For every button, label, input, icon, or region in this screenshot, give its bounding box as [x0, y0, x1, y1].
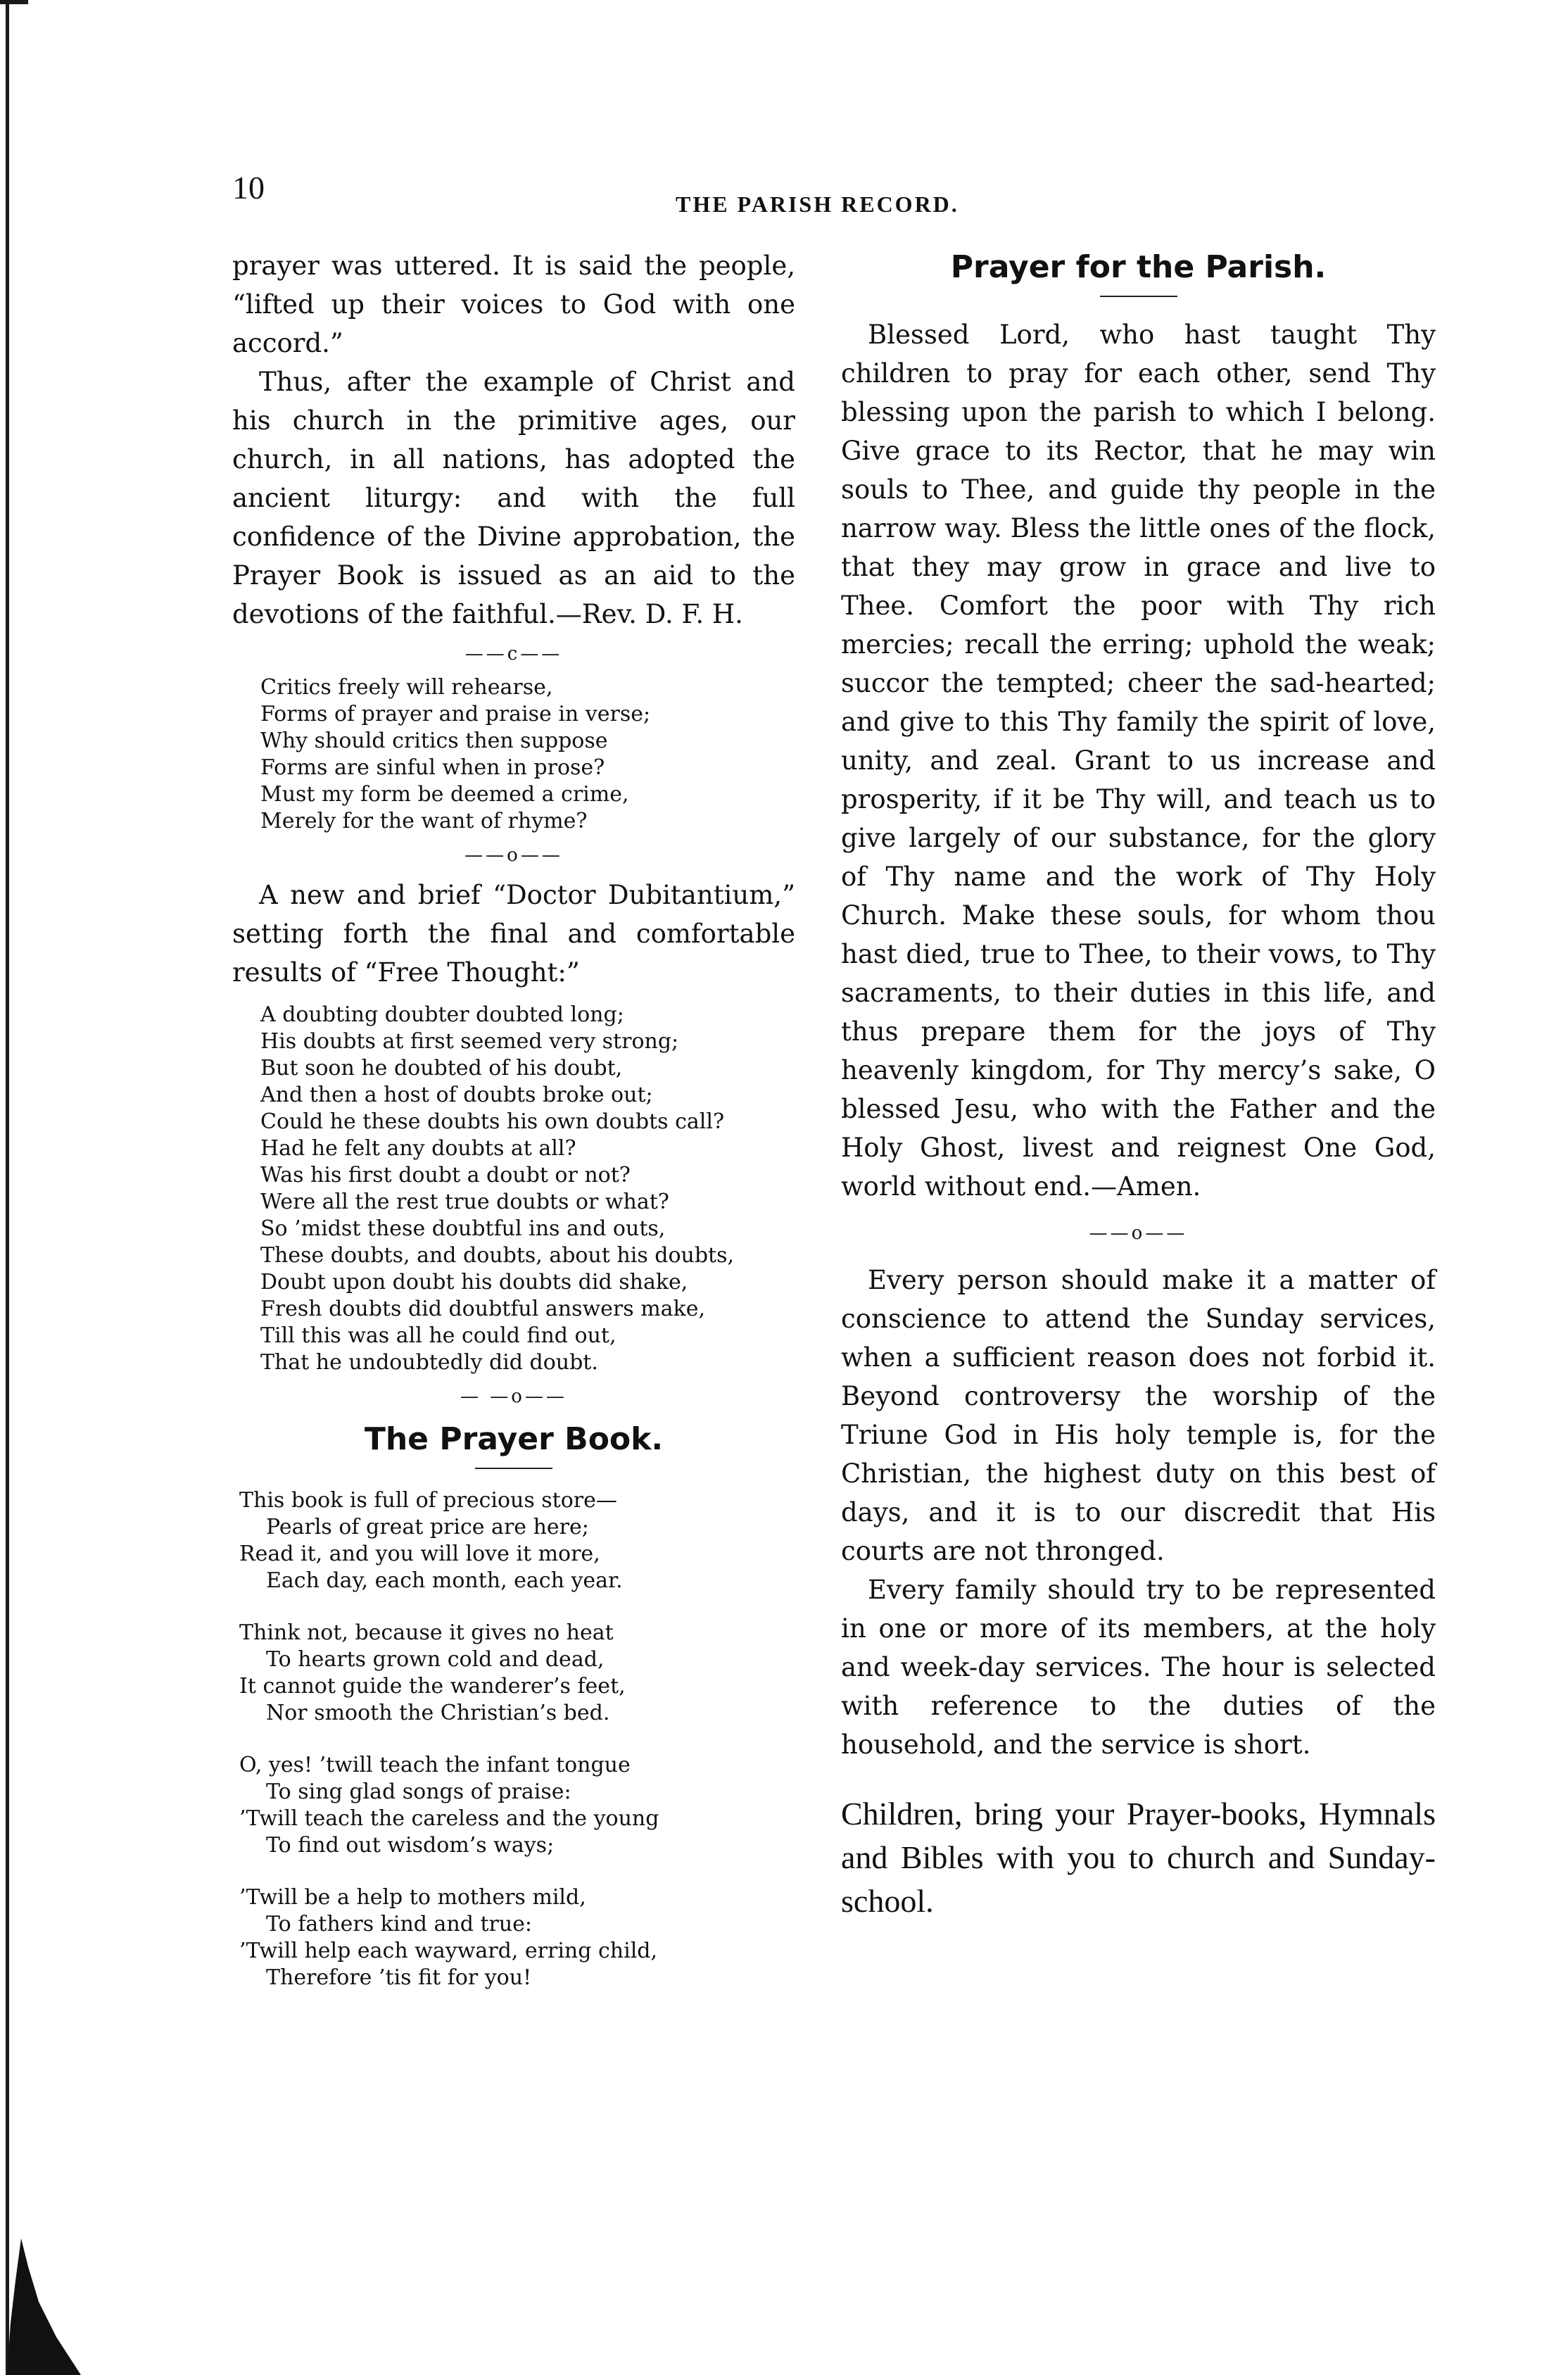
verse-line: Could he these doubts his own doubts call?: [260, 1109, 725, 1134]
verse-line: To hearts grown cold and dead,: [266, 1647, 605, 1672]
verse-line: Was his first doubt a doubt or not?: [260, 1163, 631, 1188]
verse-line: Pearls of great price are here;: [266, 1515, 589, 1539]
verse-line: Read it, and you will love it more,: [239, 1542, 600, 1566]
verse-line: ’Twill be a help to mothers mild,: [239, 1885, 586, 1910]
prayer-book-poem: [232, 1487, 795, 1991]
poem-stanza: [239, 1487, 795, 1594]
attendance-paragraph-1: Every person should make it a matter of conscience to attend the Sunday services, when a sufficient reason does not forbid it. Beyond controversy the worship of the Triune God in His holy temple is, for the Christian, the highest duty on this best of days, and it is to our discredit that His courts are not thronged.: [841, 1265, 1436, 1566]
verse-line: But soon he doubted of his doubt,: [260, 1056, 623, 1081]
verse-line: Must my form be deemed a crime,: [260, 782, 629, 807]
verse-line: It cannot guide the wanderer’s feet,: [239, 1674, 626, 1699]
poem-stanza: [239, 1620, 795, 1727]
verse-line: O, yes! ’twill teach the infant tongue: [239, 1753, 631, 1777]
verse-line: ’Twill teach the careless and the young: [239, 1806, 659, 1831]
verse-line: To fathers kind and true:: [266, 1912, 533, 1936]
verse-line: Why should critics then suppose: [260, 729, 608, 753]
verse-line: His doubts at first seemed very strong;: [260, 1029, 679, 1054]
verse-line: Fresh doubts did doubtful answers make,: [260, 1297, 705, 1321]
intro-paragraph-2: Thus, after the example of Christ and his church in the primitive ages, our church, in all nations, has adopted the ancient liturgy: and with the full confidence of the Divine approbation, the Prayer Book is issued as an aid to the devotions of the faithful.—Rev. D. F. H.: [232, 367, 795, 629]
heading-rule: [475, 1468, 552, 1469]
prayer-book-heading: The Prayer Book.: [364, 1421, 664, 1457]
verse-line: Doubt upon doubt his doubts did shake,: [260, 1270, 688, 1294]
verse-line: Critics freely will rehearse,: [260, 675, 553, 700]
page-corner-mark: [0, 0, 28, 4]
attendance-paragraph-2: Every family should try to be represented in one or more of its members, at the holy and week-day services. The hour is selected with reference to the duties of the household, and the service is short.: [841, 1575, 1436, 1760]
doubting-verse: [232, 1002, 795, 1376]
closing-note: Children, bring your Prayer-books, Hymnals and Bibles with you to church and Sunday-school.: [841, 1796, 1436, 1919]
page: [232, 169, 1436, 2295]
verse-line: Merely for the want of rhyme?: [260, 809, 588, 833]
section-divider: ——c——: [464, 643, 563, 664]
verse-line: This book is full of precious store—: [239, 1488, 617, 1513]
critics-verse: [232, 674, 795, 835]
verse-line: Each day, each month, each year.: [266, 1568, 623, 1593]
verse-line: Were all the rest true doubts or what?: [260, 1190, 669, 1214]
verse-line: Therefore ’tis fit for you!: [266, 1965, 532, 1990]
verse-line: Had he felt any doubts at all?: [260, 1136, 576, 1161]
section-divider: ——o——: [464, 845, 563, 866]
verse-line: Nor smooth the Christian’s bed.: [266, 1701, 610, 1725]
prayer-for-parish-heading: Prayer for the Parish.: [950, 249, 1327, 285]
prayer-text: Blessed Lord, who hast taught Thy children to pray for each other, send Thy blessing upon the parish to which I belong. Give grace to its Rector, that he may win souls to Thee, and guide thy people in the narrow way. Bless the little ones of the flock, that they may grow in grace and live to Thee. Comfort the poor with Thy rich mercies; recall the erring; uphold the weak; succor the tempted; cheer the sad-hearted; and give to this Thy family the spirit of love, unity, and zeal. Grant to us increase and prosperity, if it be Thy will, and teach us to give largely of our substance, for the glory of Thy name and the work of Thy Holy Church. Make these souls, for whom thou hast died, true to Thee, to their vows, to Thy sacraments, to their duties in this life, and thus prepare them for the joys of Thy heavenly kingdom, for Thy mercy’s sake, O blessed Jesu, who with the Father and the Holy Ghost, livest and reignest One God, world without end.—Amen.: [841, 320, 1436, 1202]
heading-rule: [1100, 296, 1177, 297]
verse-line: Till this was all he could find out,: [260, 1323, 617, 1348]
ink-blot-mark: [7, 2238, 84, 2375]
verse-line: So ’midst these doubtful ins and outs,: [260, 1216, 666, 1241]
verse-line: A doubting doubter doubted long;: [260, 1002, 624, 1027]
poem-stanza: [239, 1884, 795, 1991]
left-column: [232, 246, 795, 2017]
section-divider: ——o——: [1089, 1223, 1188, 1244]
intro-paragraph-1: prayer was uttered. It is said the people, “lifted up their voices to God with one accord.”: [232, 251, 795, 358]
running-head: THE PARISH RECORD.: [676, 191, 959, 217]
verse-line: Forms of prayer and praise in verse;: [260, 702, 651, 726]
verse-line: These doubts, and doubts, about his doubts,: [260, 1243, 735, 1268]
verse-line: And then a host of doubts broke out;: [260, 1083, 653, 1107]
verse-line: To sing glad songs of praise:: [266, 1779, 571, 1804]
verse-line: ’Twill help each wayward, erring child,: [239, 1939, 658, 1963]
verse-line: That he undoubtedly did doubt.: [260, 1350, 598, 1375]
dubitantium-paragraph: A new and brief “Doctor Dubitantium,” setting forth the final and comfortable results of “Free Thought:”: [232, 880, 795, 988]
page-number: 10: [232, 170, 265, 206]
verse-line: Forms are sinful when in prose?: [260, 755, 605, 780]
page-header: [232, 169, 1436, 225]
right-column: [841, 246, 1436, 1923]
poem-stanza: [239, 1752, 795, 1859]
binding-edge: [6, 0, 9, 2375]
section-divider: — —o——: [460, 1386, 567, 1407]
verse-line: To find out wisdom’s ways;: [266, 1833, 555, 1858]
verse-line: Think not, because it gives no heat: [239, 1620, 614, 1645]
